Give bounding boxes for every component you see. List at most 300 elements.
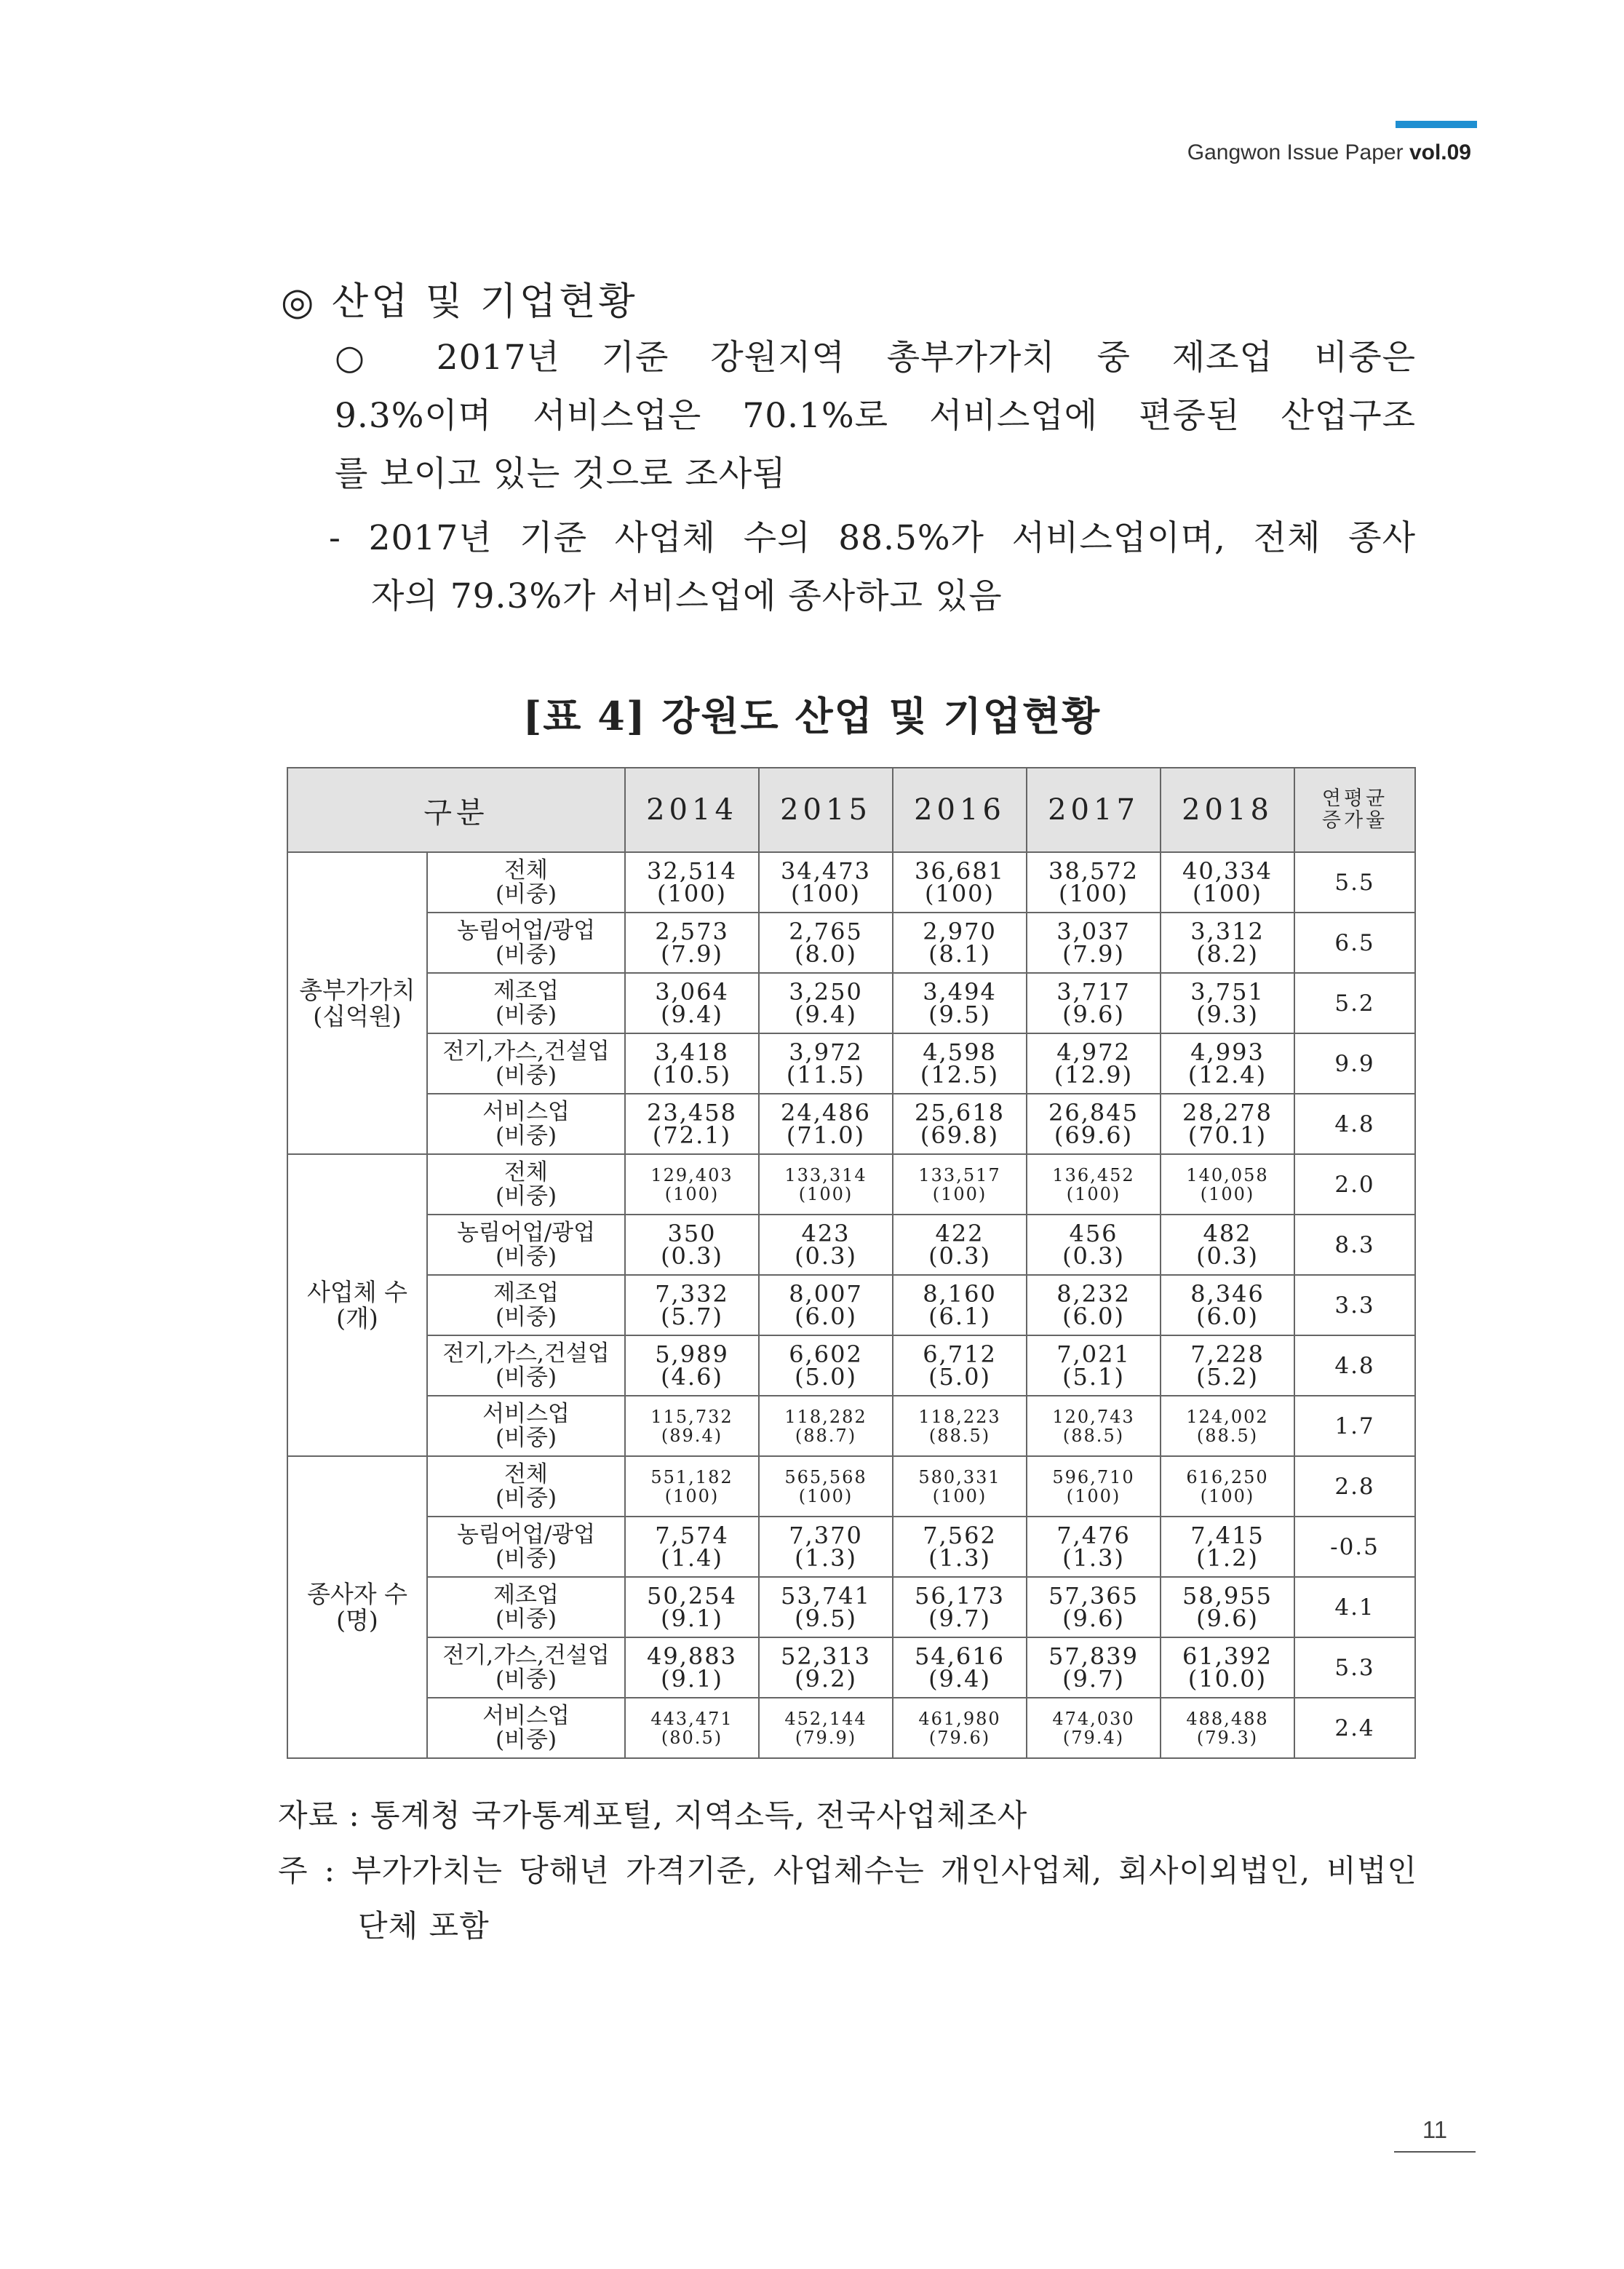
- value-cell: [759, 973, 893, 1033]
- cell-value: 565,568: [784, 1466, 867, 1487]
- row-label: 농림어업/광업: [456, 917, 596, 944]
- cell-share: (0.3): [661, 1241, 723, 1270]
- value-cell: [625, 973, 759, 1033]
- header-year: 2015: [759, 768, 893, 852]
- paragraph-line: 자의 79.3%가 서비스업에 종사하고 있음: [371, 576, 1003, 616]
- cell-share: (12.9): [1054, 1060, 1134, 1089]
- cell-value: 118,282: [784, 1406, 867, 1427]
- value-cell: [759, 1335, 893, 1396]
- value-cell: [1027, 852, 1161, 913]
- table-header-row: [287, 768, 1415, 852]
- value-cell: [893, 913, 1027, 973]
- cell-share: (1.2): [1196, 1543, 1259, 1572]
- cell-share: (1.4): [661, 1543, 723, 1572]
- value-cell: [1027, 1154, 1161, 1215]
- value-cell: [1161, 1154, 1294, 1215]
- cell-value: 38,572: [1048, 857, 1139, 885]
- table-row: [287, 1517, 1415, 1577]
- cell-share: (69.6): [1054, 1121, 1134, 1149]
- header-year: 2017: [1027, 768, 1161, 852]
- cell-share: (9.3): [1196, 1000, 1259, 1028]
- group-label: 총부가가치: [299, 975, 415, 1004]
- cell-share: (100): [798, 1485, 853, 1506]
- value-cell: [759, 913, 893, 973]
- table-row: [287, 1577, 1415, 1637]
- value-cell: [1027, 973, 1161, 1033]
- publication-header: [1187, 140, 1471, 165]
- value-cell: [893, 1698, 1027, 1758]
- cell-value: 124,002: [1186, 1406, 1269, 1427]
- cell-value: 133,517: [918, 1164, 1001, 1185]
- cell-value: 25,618: [915, 1098, 1005, 1126]
- growth-rate-cell: 2.8: [1294, 1456, 1415, 1517]
- cell-value: 3,751: [1190, 977, 1265, 1006]
- cell-share: (80.5): [661, 1727, 723, 1748]
- cell-value: 133,314: [784, 1164, 867, 1185]
- cell-value: 596,710: [1052, 1466, 1135, 1487]
- value-cell: [1027, 1698, 1161, 1758]
- value-cell: [1161, 1456, 1294, 1517]
- section-heading: ◎ 산업 및 기업현황: [281, 280, 638, 324]
- cell-share: (6.0): [795, 1302, 857, 1330]
- value-cell: [759, 1456, 893, 1517]
- cell-share: (6.1): [928, 1302, 991, 1330]
- growth-rate-cell: 6.5: [1294, 913, 1415, 973]
- header-rate-line: 증가율: [1321, 809, 1388, 832]
- cell-share: (11.5): [786, 1060, 866, 1089]
- cell-value: 118,223: [918, 1406, 1001, 1427]
- cell-share: (100): [664, 1485, 720, 1506]
- cell-share: (70.1): [1187, 1121, 1267, 1149]
- cell-value: 6,712: [923, 1340, 997, 1368]
- cell-share: (69.8): [920, 1121, 1000, 1149]
- value-cell: [1027, 1396, 1161, 1456]
- row-label-cell: [427, 1094, 625, 1154]
- table-row: [287, 913, 1415, 973]
- cell-value: 482: [1203, 1219, 1252, 1247]
- value-cell: [893, 1517, 1027, 1577]
- cell-share: (79.9): [795, 1727, 857, 1748]
- table-row: [287, 1456, 1415, 1517]
- cell-share: (9.5): [928, 1000, 991, 1028]
- row-share-label: (비중): [495, 1122, 557, 1149]
- group-label-cell: [287, 1456, 427, 1758]
- cell-share: (8.2): [1196, 939, 1259, 968]
- growth-rate-cell: 5.5: [1294, 852, 1415, 913]
- growth-rate-cell: 4.1: [1294, 1577, 1415, 1637]
- footnote-line: 단체 포함: [358, 1908, 490, 1944]
- value-cell: [625, 1033, 759, 1094]
- value-cell: [1161, 913, 1294, 973]
- cell-value: 7,415: [1190, 1521, 1265, 1549]
- header-category: 구분: [287, 768, 625, 852]
- cell-share: (100): [1058, 879, 1129, 907]
- page-number: 11: [1422, 2116, 1448, 2143]
- cell-share: (6.0): [1196, 1302, 1259, 1330]
- header-year: 2018: [1161, 768, 1294, 852]
- publication-name: Gangwon Issue Paper: [1187, 140, 1404, 164]
- cell-share: (8.1): [928, 939, 991, 968]
- cell-share: (72.1): [652, 1121, 732, 1149]
- value-cell: [1027, 1335, 1161, 1396]
- cell-share: (100): [1200, 1183, 1255, 1204]
- cell-share: (71.0): [786, 1121, 866, 1149]
- table-row: [287, 1637, 1415, 1698]
- publication-volume: vol.09: [1409, 140, 1471, 164]
- paragraph-industry-structure: [335, 329, 1416, 504]
- value-cell: [759, 852, 893, 913]
- cell-share: (9.1): [661, 1664, 723, 1693]
- value-cell: [759, 1577, 893, 1637]
- value-cell: [893, 973, 1027, 1033]
- cell-value: 57,839: [1048, 1642, 1139, 1670]
- cell-share: (10.0): [1187, 1664, 1267, 1693]
- cell-value: 3,064: [655, 977, 729, 1006]
- cell-share: (100): [932, 1183, 987, 1204]
- cell-value: 23,458: [647, 1098, 737, 1126]
- value-cell: [1161, 1215, 1294, 1275]
- value-cell: [1161, 1335, 1294, 1396]
- cell-value: 6,602: [789, 1340, 863, 1368]
- value-cell: [893, 1154, 1027, 1215]
- cell-value: 488,488: [1186, 1708, 1269, 1729]
- cell-value: 422: [935, 1219, 984, 1247]
- cell-share: (5.0): [795, 1362, 857, 1391]
- header-rate-line: 연평균: [1321, 787, 1388, 810]
- cell-share: (0.3): [1196, 1241, 1259, 1270]
- table-row: [287, 1396, 1415, 1456]
- value-cell: [625, 1637, 759, 1698]
- table-row: [287, 1215, 1415, 1275]
- value-cell: [625, 1517, 759, 1577]
- value-cell: [1027, 1094, 1161, 1154]
- value-cell: [1161, 1396, 1294, 1456]
- cell-share: (79.4): [1062, 1727, 1125, 1748]
- growth-rate-cell: 2.0: [1294, 1154, 1415, 1215]
- cell-value: 580,331: [918, 1466, 1001, 1487]
- cell-value: 443,471: [650, 1708, 733, 1729]
- cell-share: (9.5): [795, 1604, 857, 1632]
- cell-share: (9.7): [928, 1604, 991, 1632]
- cell-value: 4,598: [923, 1038, 997, 1066]
- cell-value: 4,993: [1190, 1038, 1265, 1066]
- cell-value: 4,972: [1056, 1038, 1131, 1066]
- value-cell: [1161, 1275, 1294, 1335]
- value-cell: [893, 1094, 1027, 1154]
- cell-share: (1.3): [1062, 1543, 1125, 1572]
- value-cell: [893, 1275, 1027, 1335]
- cell-value: 3,418: [655, 1038, 729, 1066]
- cell-value: 58,955: [1182, 1581, 1273, 1610]
- row-share-label: (비중): [495, 1303, 557, 1330]
- paragraph-employment: [329, 509, 1416, 626]
- value-cell: [759, 1094, 893, 1154]
- cell-share: (88.5): [1062, 1425, 1125, 1446]
- value-cell: [1027, 913, 1161, 973]
- source-note: 자료 : 통계청 국가통계포털, 지역소득, 전국사업체조사: [278, 1797, 1028, 1833]
- row-label-cell: [427, 1335, 625, 1396]
- cell-share: (100): [1066, 1485, 1121, 1506]
- value-cell: [625, 1154, 759, 1215]
- cell-share: (100): [1192, 879, 1263, 907]
- row-label: 전기,가스,건설업: [442, 1642, 610, 1669]
- row-label: 전기,가스,건설업: [442, 1038, 610, 1065]
- value-cell: [759, 1698, 893, 1758]
- industry-table: [287, 767, 1416, 1759]
- value-cell: [625, 1215, 759, 1275]
- cell-value: 24,486: [781, 1098, 871, 1126]
- cell-value: 474,030: [1052, 1708, 1135, 1729]
- row-label-cell: [427, 1275, 625, 1335]
- cell-value: 28,278: [1182, 1098, 1273, 1126]
- cell-share: (79.3): [1196, 1727, 1259, 1748]
- cell-value: 461,980: [918, 1708, 1001, 1729]
- value-cell: [1027, 1275, 1161, 1335]
- value-cell: [759, 1033, 893, 1094]
- cell-share: (6.0): [1062, 1302, 1125, 1330]
- cell-share: (7.9): [1062, 939, 1125, 968]
- cell-value: 54,616: [915, 1642, 1005, 1670]
- row-label: 서비스업: [482, 1098, 570, 1125]
- cell-share: (9.1): [661, 1604, 723, 1632]
- row-label-cell: [427, 1396, 625, 1456]
- row-share-label: (비중): [495, 1001, 557, 1028]
- row-label-cell: [427, 1637, 625, 1698]
- row-label-cell: [427, 973, 625, 1033]
- value-cell: [893, 1033, 1027, 1094]
- cell-value: 551,182: [650, 1466, 733, 1487]
- header-growth-rate: [1294, 768, 1415, 852]
- cell-value: 49,883: [647, 1642, 737, 1670]
- row-share-label: (비중): [495, 1485, 557, 1511]
- growth-rate-cell: 4.8: [1294, 1335, 1415, 1396]
- group-unit: (명): [336, 1605, 378, 1634]
- cell-share: (4.6): [661, 1362, 723, 1391]
- growth-rate-cell: -0.5: [1294, 1517, 1415, 1577]
- cell-value: 61,392: [1182, 1642, 1273, 1670]
- cell-share: (9.2): [795, 1664, 857, 1693]
- cell-value: 3,494: [923, 977, 997, 1006]
- table-row: [287, 1033, 1415, 1094]
- row-label: 제조업: [493, 1581, 559, 1608]
- cell-share: (100): [924, 879, 995, 907]
- cell-value: 50,254: [647, 1581, 737, 1610]
- table-row: [287, 1094, 1415, 1154]
- value-cell: [1027, 1456, 1161, 1517]
- cell-value: 2,765: [789, 917, 863, 945]
- cell-share: (88.7): [795, 1425, 857, 1446]
- growth-rate-cell: 5.3: [1294, 1637, 1415, 1698]
- row-label: 전체: [504, 857, 548, 883]
- cell-value: 115,732: [650, 1406, 733, 1427]
- cell-value: 7,021: [1056, 1340, 1131, 1368]
- table-title: [표 4] 강원도 산업 및 기업현황: [522, 693, 1102, 739]
- cell-value: 140,058: [1186, 1164, 1269, 1185]
- growth-rate-cell: 5.2: [1294, 973, 1415, 1033]
- group-label-cell: [287, 852, 427, 1154]
- value-cell: [625, 913, 759, 973]
- value-cell: [625, 1698, 759, 1758]
- footnote-line: 주 : 부가가치는 당해년 가격기준, 사업체수는 개인사업체, 회사이외법인, 비법인: [278, 1853, 1417, 1888]
- header-year: 2014: [625, 768, 759, 852]
- cell-share: (9.6): [1196, 1604, 1259, 1632]
- table-row: [287, 1154, 1415, 1215]
- cell-share: (88.5): [928, 1425, 991, 1446]
- cell-share: (8.0): [795, 939, 857, 968]
- row-share-label: (비중): [495, 1424, 557, 1451]
- cell-share: (5.2): [1196, 1362, 1259, 1391]
- growth-rate-cell: 9.9: [1294, 1033, 1415, 1094]
- value-cell: [1161, 1517, 1294, 1577]
- cell-share: (7.9): [661, 939, 723, 968]
- cell-value: 8,007: [789, 1279, 863, 1308]
- value-cell: [893, 1456, 1027, 1517]
- cell-value: 8,160: [923, 1279, 997, 1308]
- value-cell: [625, 1577, 759, 1637]
- value-cell: [893, 1637, 1027, 1698]
- row-share-label: (비중): [495, 1726, 557, 1753]
- table-body: [287, 852, 1415, 1758]
- row-label-cell: [427, 1577, 625, 1637]
- value-cell: [1027, 1033, 1161, 1094]
- value-cell: [625, 1275, 759, 1335]
- cell-value: 53,741: [781, 1581, 871, 1610]
- cell-value: 2,573: [655, 917, 729, 945]
- cell-value: 3,312: [1190, 917, 1265, 945]
- table-row: [287, 1275, 1415, 1335]
- row-label-cell: [427, 1456, 625, 1517]
- table-row: [287, 852, 1415, 913]
- cell-value: 350: [667, 1219, 717, 1247]
- value-cell: [625, 1335, 759, 1396]
- cell-share: (5.7): [661, 1302, 723, 1330]
- row-share-label: (비중): [495, 1545, 557, 1572]
- cell-value: 7,370: [789, 1521, 863, 1549]
- value-cell: [893, 1577, 1027, 1637]
- cell-share: (0.3): [928, 1241, 991, 1270]
- value-cell: [625, 852, 759, 913]
- row-share-label: (비중): [495, 941, 557, 968]
- value-cell: [759, 1637, 893, 1698]
- group-label: 사업체 수: [306, 1277, 407, 1306]
- value-cell: [1161, 1637, 1294, 1698]
- row-label-cell: [427, 1154, 625, 1215]
- cell-share: (100): [656, 879, 728, 907]
- cell-share: (9.6): [1062, 1604, 1125, 1632]
- cell-value: 120,743: [1052, 1406, 1135, 1427]
- group-unit: (십억원): [313, 1001, 402, 1030]
- row-label: 전기,가스,건설업: [442, 1340, 610, 1367]
- row-label: 서비스업: [482, 1400, 570, 1427]
- cell-value: 7,574: [655, 1521, 729, 1549]
- value-cell: [1161, 852, 1294, 913]
- cell-share: (100): [1066, 1183, 1121, 1204]
- cell-share: (1.3): [928, 1543, 991, 1572]
- header-accent-bar: [1396, 121, 1477, 128]
- row-label: 전체: [504, 1461, 548, 1487]
- cell-share: (100): [932, 1485, 987, 1506]
- cell-share: (0.3): [1062, 1241, 1125, 1270]
- row-label-cell: [427, 852, 625, 913]
- header-year: 2016: [893, 768, 1027, 852]
- row-label-cell: [427, 1215, 625, 1275]
- cell-share: (0.3): [795, 1241, 857, 1270]
- cell-value: 129,403: [650, 1164, 733, 1185]
- cell-share: (9.4): [661, 1000, 723, 1028]
- cell-value: 7,228: [1190, 1340, 1265, 1368]
- cell-share: (10.5): [652, 1060, 732, 1089]
- row-label-cell: [427, 1517, 625, 1577]
- cell-share: (9.4): [928, 1664, 991, 1693]
- cell-share: (89.4): [661, 1425, 723, 1446]
- row-label: 서비스업: [482, 1702, 570, 1729]
- cell-value: 452,144: [784, 1708, 867, 1729]
- table-row: [287, 973, 1415, 1033]
- row-label: 제조업: [493, 1279, 559, 1306]
- value-cell: [1161, 1577, 1294, 1637]
- cell-share: (9.7): [1062, 1664, 1125, 1693]
- cell-value: 57,365: [1048, 1581, 1139, 1610]
- cell-value: 32,514: [647, 857, 737, 885]
- group-label: 종사자 수: [306, 1579, 407, 1608]
- paragraph-line: ○ 2017년 기준 강원지역 총부가가치 중 제조업 비중은: [335, 338, 1416, 378]
- growth-rate-cell: 8.3: [1294, 1215, 1415, 1275]
- cell-value: 8,346: [1190, 1279, 1265, 1308]
- cell-share: (5.1): [1062, 1362, 1125, 1391]
- row-label: 농림어업/광업: [456, 1521, 596, 1548]
- group-unit: (개): [336, 1303, 378, 1332]
- value-cell: [1027, 1215, 1161, 1275]
- cell-value: 3,717: [1056, 977, 1131, 1006]
- value-cell: [1027, 1517, 1161, 1577]
- row-share-label: (비중): [495, 881, 557, 907]
- group-label-cell: [287, 1154, 427, 1456]
- cell-share: (79.6): [928, 1727, 991, 1748]
- value-cell: [893, 852, 1027, 913]
- cell-value: 136,452: [1052, 1164, 1135, 1185]
- cell-value: 52,313: [781, 1642, 871, 1670]
- cell-share: (88.5): [1196, 1425, 1259, 1446]
- value-cell: [1161, 1033, 1294, 1094]
- growth-rate-cell: 1.7: [1294, 1396, 1415, 1456]
- cell-share: (12.4): [1187, 1060, 1267, 1089]
- row-label-cell: [427, 1698, 625, 1758]
- cell-value: 5,989: [655, 1340, 729, 1368]
- row-label-cell: [427, 913, 625, 973]
- row-share-label: (비중): [495, 1062, 557, 1089]
- row-share-label: (비중): [495, 1364, 557, 1391]
- cell-value: 616,250: [1186, 1466, 1269, 1487]
- value-cell: [759, 1396, 893, 1456]
- cell-value: 3,037: [1056, 917, 1131, 945]
- cell-value: 34,473: [781, 857, 871, 885]
- table-row: [287, 1698, 1415, 1758]
- cell-share: (1.3): [795, 1543, 857, 1572]
- row-share-label: (비중): [495, 1666, 557, 1693]
- cell-share: (5.0): [928, 1362, 991, 1391]
- paragraph-line: 를 보이고 있는 것으로 조사됨: [335, 454, 787, 494]
- paragraph-line: - 2017년 기준 사업체 수의 88.5%가 서비스업이며, 전체 종사: [329, 518, 1416, 558]
- row-share-label: (비중): [495, 1243, 557, 1270]
- value-cell: [1161, 1094, 1294, 1154]
- cell-value: 2,970: [923, 917, 997, 945]
- cell-value: 56,173: [915, 1581, 1005, 1610]
- cell-value: 3,250: [789, 977, 863, 1006]
- cell-share: (9.4): [795, 1000, 857, 1028]
- value-cell: [1027, 1637, 1161, 1698]
- table-row: [287, 1335, 1415, 1396]
- value-cell: [893, 1215, 1027, 1275]
